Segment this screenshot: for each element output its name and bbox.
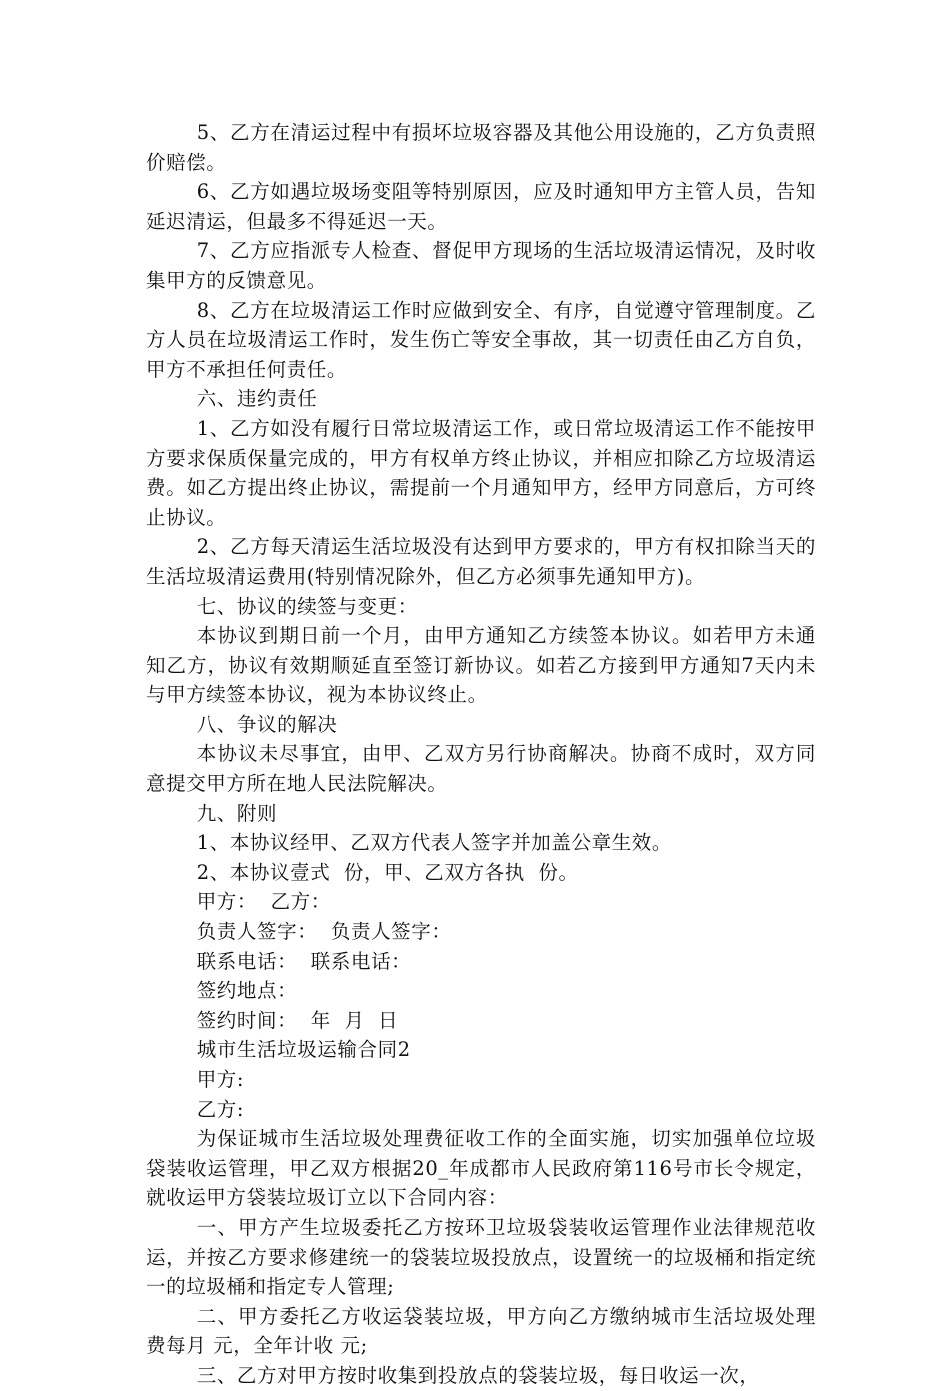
signature-phone: 联系电话： 联系电话： <box>196 949 412 973</box>
section-heading-appendix: 九、附则 <box>196 801 278 825</box>
liability-clause-1: 1、乙方如没有履行日常垃圾清运工作，或日常垃圾清运工作不能按甲方要求保质保量完成的，甲方有权单方终止协议，并相应扣除乙方垃圾清运费。如乙方提出终止协议，需提前一个月通知甲方，经甲方同意后，方可终止协议。 <box>146 416 816 529</box>
signature-responsible: 负责人签字： 负责人签字： <box>196 920 452 944</box>
document-page <box>146 118 816 1391</box>
clause-5: 5、乙方在清运过程中有损坏垃圾容器及其他公用设施的，乙方负责照价赔偿。 <box>146 121 816 174</box>
contract-2-preamble: 为保证城市生活垃圾处理费征收工作的全面实施，切实加强单位垃圾袋装收运管理，甲乙双方根据20_年成都市人民政府第116号市长令规定，就收运甲方袋装垃圾订立以下合同内容： <box>146 1127 816 1210</box>
contract-2-clause-2: 二、甲方委托乙方收运袋装垃圾，甲方向乙方缴纳城市生活垃圾处理费每月 元，全年计收 元; <box>146 1304 816 1358</box>
liability-clause-2: 2、乙方每天清运生活垃圾没有达到甲方要求的，甲方有权扣除当天的生活垃圾清运费用(特别情况除外，但乙方必须事先通知甲方)。 <box>146 535 816 588</box>
contract-2-clause-1: 一、甲方产生垃圾委托乙方按环卫垃圾袋装收运管理作业法律规范收运，并按乙方要求修建统一的袋装垃圾投放点，设置统一的垃圾桶和指定统一的垃圾桶和指定专人管理; <box>146 1215 816 1299</box>
section-heading-liability: 六、违约责任 <box>196 387 318 411</box>
signature-parties: 甲方： 乙方： <box>196 890 331 914</box>
signature-place: 签约地点： <box>196 979 298 1003</box>
renewal-paragraph: 本协议到期日前一个月，由甲方通知乙方续签本协议。如若甲方未通知乙方，协议有效期顺延直至签订新协议。如若乙方接到甲方通知7天内未与甲方续签本协议，视为本协议终止。 <box>146 624 816 707</box>
dispute-paragraph: 本协议未尽事宜，由甲、乙双方另行协商解决。协商不成时，双方同意提交甲方所在地人民法院解决。 <box>146 742 816 796</box>
contract-2-title: 城市生活垃圾运输合同2 <box>196 1038 411 1062</box>
signature-date: 签约时间： 年 月 日 <box>196 1008 399 1032</box>
appendix-item-1: 1、本协议经甲、乙双方代表人签字并加盖公章生效。 <box>196 831 672 855</box>
appendix-item-2: 2、本协议壹式 份，甲、乙双方各执 份。 <box>196 860 579 884</box>
clause-6: 6、乙方如遇垃圾场变阻等特别原因，应及时通知甲方主管人员，告知延迟清运，但最多不得延迟一天。 <box>146 180 816 233</box>
clause-8: 8、乙方在垃圾清运工作时应做到安全、有序，自觉遵守管理制度。乙方人员在垃圾清运工作时，发生伤亡等安全事故，其一切责任由乙方自负，甲方不承担任何责任。 <box>146 298 816 381</box>
clause-7: 7、乙方应指派专人检查、督促甲方现场的生活垃圾清运情况，及时收集甲方的反馈意见。 <box>146 239 816 292</box>
section-heading-renewal: 七、协议的续签与变更： <box>196 594 418 618</box>
party-b-label: 乙方: <box>196 1097 245 1121</box>
contract-2-clause-3: 三、乙方对甲方按时收集到投放点的袋装垃圾，每日收运一次， <box>196 1363 760 1387</box>
party-a-label: 甲方: <box>196 1068 245 1091</box>
section-heading-dispute: 八、争议的解决 <box>196 712 338 736</box>
